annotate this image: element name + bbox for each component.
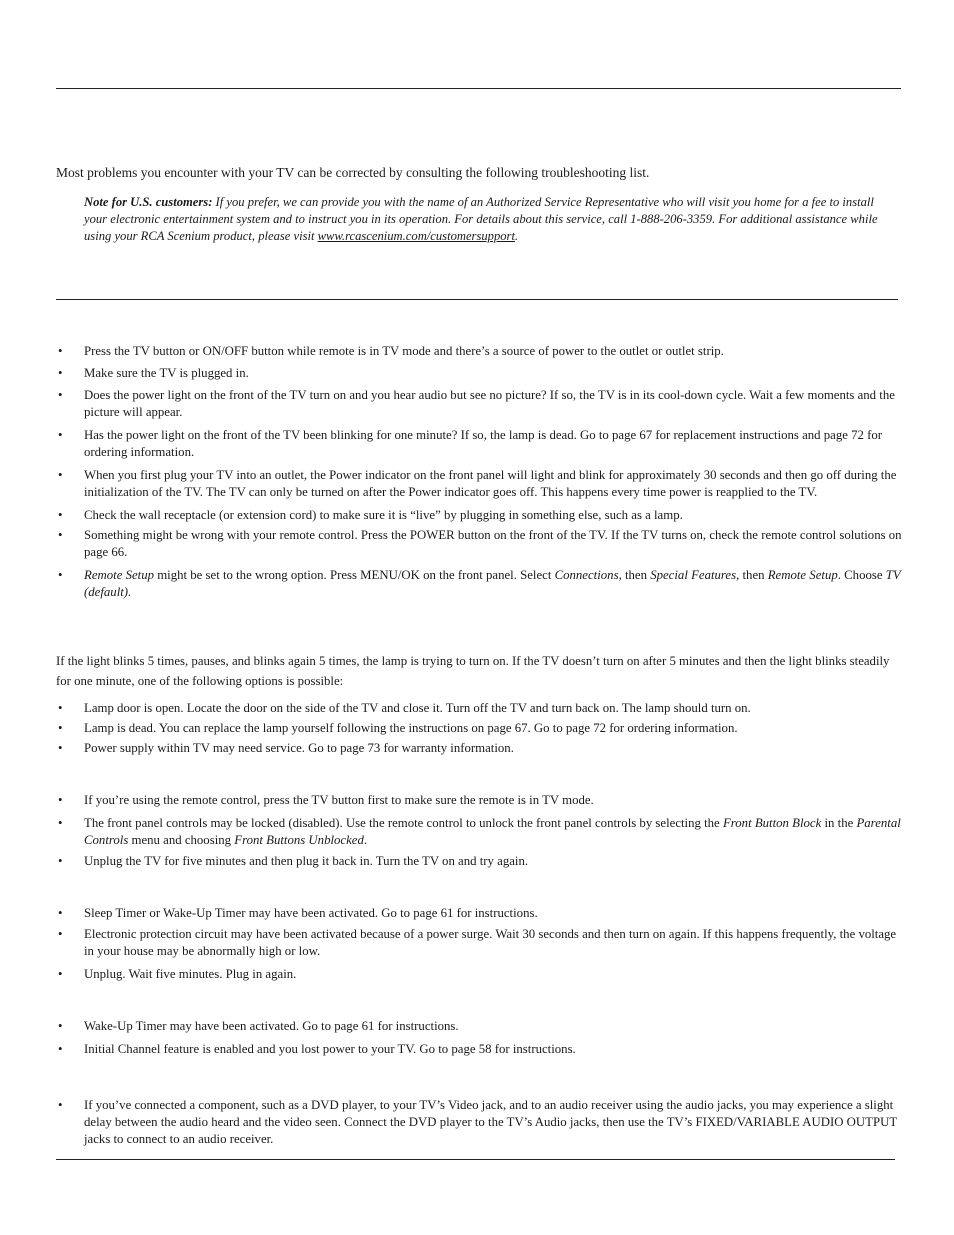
list-item: • The front panel controls may be locked (disabled). Use the remote control to unlock the front panel controls by selecting the Front Button Block in the Parental Controls menu and choosing Front Buttons Unblocked. bbox=[58, 816, 901, 847]
list-item: • Remote Setup might be set to the wrong option. Press MENU/OK on the front panel. Select Connections, then Special Features, then Remote Setup. Choose TV (default). bbox=[58, 568, 901, 599]
list-item: • Unplug the TV for five minutes and then plug it back in. Turn the TV on and try again. bbox=[58, 854, 529, 868]
top-rule bbox=[56, 88, 901, 89]
bullet: • bbox=[58, 1019, 63, 1033]
section-rule bbox=[56, 299, 898, 300]
bullet: • bbox=[58, 701, 63, 715]
audio-delay-checklist bbox=[56, 1097, 902, 1154]
list-item: • Electronic protection circuit may have been activated because of a power surge. Wait 30 seconds and then turn on again. If this happens frequently, the voltage in your house may be abnormally high or low. bbox=[58, 927, 897, 958]
controls-checklist bbox=[56, 792, 902, 876]
bullet: • bbox=[58, 741, 63, 755]
list-item: • Make sure the TV is plugged in. bbox=[58, 366, 249, 380]
bullet: • bbox=[58, 816, 63, 830]
bullet: • bbox=[58, 508, 63, 522]
customer-note bbox=[84, 194, 892, 245]
bullet: • bbox=[58, 568, 63, 582]
list-item: • When you first plug your TV into an outlet, the Power indicator on the front panel will light and blink for approximately 30 seconds and then go off during the initialization of the TV. The TV can only be turned on after the Power indicator goes off. This happens every time power is reapplied to the TV. bbox=[58, 468, 897, 499]
bullet: • bbox=[58, 721, 63, 735]
list-item: • If you’re using the remote control, press the TV button first to make sure the remote is in TV mode. bbox=[58, 793, 594, 807]
bullet: • bbox=[58, 967, 63, 981]
list-item: • Power supply within TV may need service. Go to page 73 for warranty information. bbox=[58, 741, 514, 755]
list-item: • Initial Channel feature is enabled and you lost power to your TV. Go to page 58 for instructions. bbox=[58, 1042, 576, 1056]
note-end: . bbox=[514, 229, 519, 243]
list-item: • Lamp door is open. Locate the door on the side of the TV and close it. Turn off the TV and turn back on. The lamp should turn on. bbox=[58, 701, 751, 715]
bullet: • bbox=[58, 793, 63, 807]
bullet: • bbox=[58, 366, 63, 380]
list-item: • If you’ve connected a component, such as a DVD player, to your TV’s Video jack, and to an audio receiver using the audio jacks, you may experience a slight delay between the audio heard and the video seen. Connect the DVD player to the TV’s Audio jacks, then use the TV’s FIXED/VARIABLE AUDIO OUTPUT jacks to connect to an audio receiver. bbox=[58, 1098, 897, 1146]
list-item: • Press the TV button or ON/OFF button while remote is in TV mode and there’s a source of power to the outlet or outlet strip. bbox=[58, 344, 724, 358]
bullet: • bbox=[58, 854, 63, 868]
list-item: • Unplug. Wait five minutes. Plug in again. bbox=[58, 967, 297, 981]
note-label: Note for U.S. customers: bbox=[84, 195, 213, 209]
bullet: • bbox=[58, 468, 63, 482]
list-item: • Check the wall receptacle (or extension cord) to make sure it is “live” by plugging in something else, such as a lamp. bbox=[58, 508, 683, 522]
bullet: • bbox=[58, 344, 63, 358]
shutoff-checklist bbox=[56, 905, 902, 989]
support-link[interactable]: www.rcascenium.com/customersupport bbox=[317, 229, 515, 243]
bullet: • bbox=[58, 927, 63, 941]
intro-text: Most problems you encounter with your TV can be corrected by consulting the following troubleshooting list. bbox=[56, 165, 650, 180]
note-text: If you prefer, we can provide you with the name of an Authorized Service Representative who will visit you home for a fee to install your electronic entertainment system and to instruct you in its operation. For details about this service, call 1-888-206-3359. For additional assistance while using your RCA Scenium product, please visit bbox=[84, 195, 878, 243]
bullet: • bbox=[58, 1098, 63, 1112]
list-item: • Has the power light on the front of the TV been blinking for one minute? If so, the lamp is dead. Go to page 67 for replacement instructions and page 72 for ordering information. bbox=[58, 428, 883, 459]
bullet: • bbox=[58, 906, 63, 920]
bullet: • bbox=[58, 1042, 63, 1056]
list-item: • Sleep Timer or Wake-Up Timer may have been activated. Go to page 61 for instructions. bbox=[58, 906, 538, 920]
turns-on-checklist bbox=[56, 1018, 902, 1064]
lamp-paragraph: If the light blinks 5 times, pauses, and blinks again 5 times, the lamp is trying to turn on. If the TV doesn’t turn on after 5 minutes and then the light blinks steadily for one minute, one of the following options is possible: bbox=[56, 654, 890, 688]
bullet: • bbox=[58, 528, 63, 542]
power-checklist bbox=[56, 343, 902, 607]
bottom-rule bbox=[56, 1159, 895, 1160]
list-item: • Lamp is dead. You can replace the lamp yourself following the instructions on page 67. Go to page 72 for ordering information. bbox=[58, 721, 738, 735]
list-item: • Something might be wrong with your remote control. Press the POWER button on the front of the TV. If the TV turns on, check the remote control solutions on page 66. bbox=[58, 528, 902, 559]
bullet: • bbox=[58, 428, 63, 442]
bullet: • bbox=[58, 388, 63, 402]
lamp-checklist bbox=[56, 700, 902, 763]
list-item: • Does the power light on the front of the TV turn on and you hear audio but see no picture? If so, the TV is in its cool-down cycle. Wait a few moments and the picture will appear. bbox=[58, 388, 895, 419]
list-item: • Wake-Up Timer may have been activated. Go to page 61 for instructions. bbox=[58, 1019, 459, 1033]
